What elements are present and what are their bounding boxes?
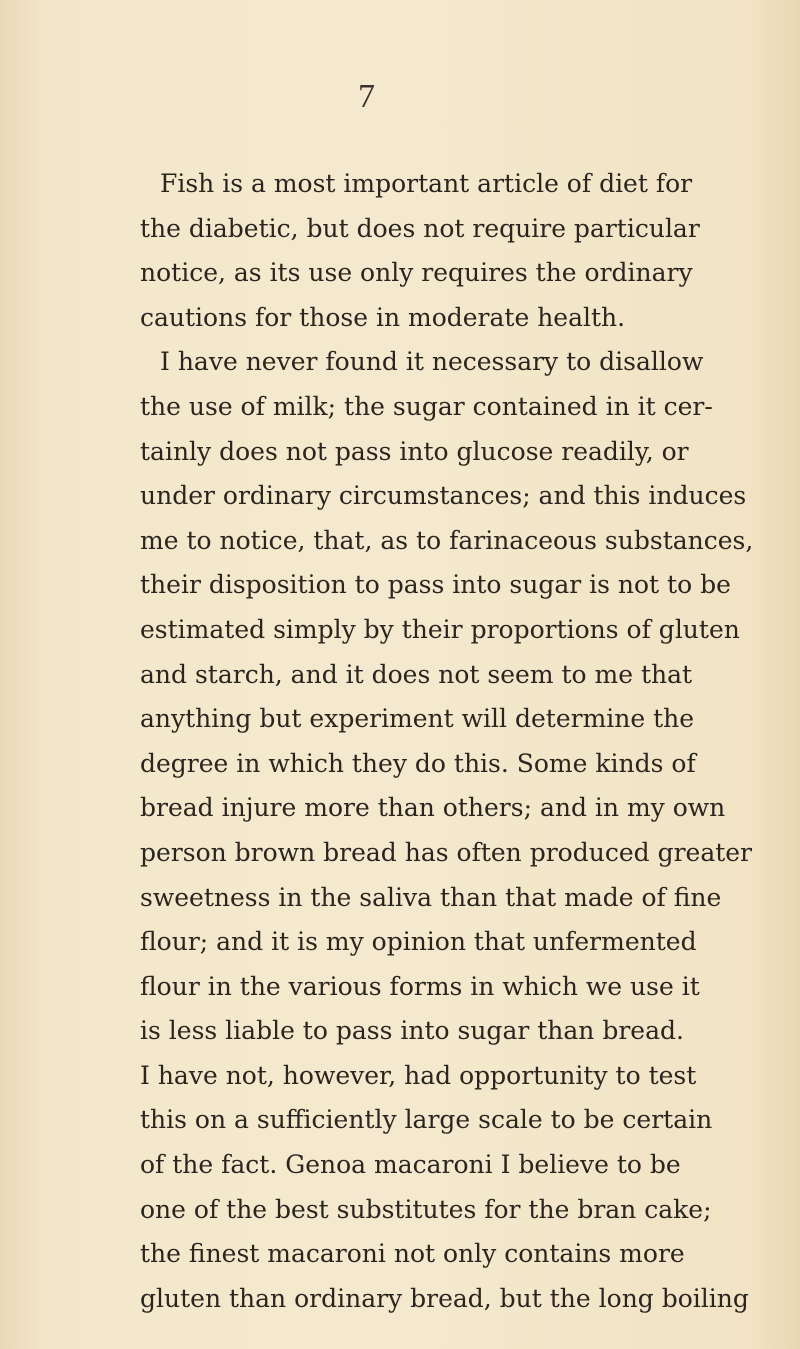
text-line: Fish is a most important article of diet for [160, 169, 693, 198]
text-line: I have not, however, had opportunity to test [140, 1060, 697, 1090]
page-number: 7 [358, 78, 375, 115]
text-line: of the fact. Genoa macaroni I believe to be [140, 1150, 681, 1180]
text-line: degree in which they do this. Some kinds of [140, 748, 696, 778]
text-line: one of the best substitutes for the bran cake; [140, 1194, 712, 1224]
text-line: the use of milk; the sugar contained in it cer- [140, 391, 713, 421]
text-line: under ordinary circumstances; and this induces [140, 481, 747, 511]
text-line: the diabetic, but does not require particular [140, 213, 700, 243]
text-line: me to notice, that, as to farinaceous substances, [140, 525, 754, 555]
text-line: flour in the various forms in which we use it [140, 971, 700, 1001]
body-text [140, 162, 754, 1321]
text-line: bread injure more than others; and in my own [140, 793, 726, 823]
text-line: their disposition to pass into sugar is not to be [140, 570, 731, 600]
text-line: this on a sufficiently large scale to be certain [140, 1105, 713, 1135]
text-line: is less liable to pass into sugar than bread. [140, 1016, 684, 1046]
text-line: estimated simply by their proportions of gluten [140, 614, 740, 644]
text-line: cautions for those in moderate health. [140, 302, 626, 332]
text-line: flour; and it is my opinion that unfermented [140, 927, 697, 957]
text-line: the finest macaroni not only contains more [140, 1239, 685, 1269]
text-line: gluten than ordinary bread, but the long boiling [140, 1283, 749, 1313]
text-line: person brown bread has often produced greater [140, 837, 753, 867]
text-line: anything but experiment will determine the [140, 704, 695, 734]
text-line: sweetness in the saliva than that made of fine [140, 882, 722, 912]
text-line: I have never found it necessary to disallow [160, 347, 704, 377]
text-line: notice, as its use only requires the ordinary [140, 258, 693, 288]
text-line: and starch, and it does not seem to me that [140, 659, 693, 689]
text-line: tainly does not pass into glucose readily, or [140, 436, 689, 466]
